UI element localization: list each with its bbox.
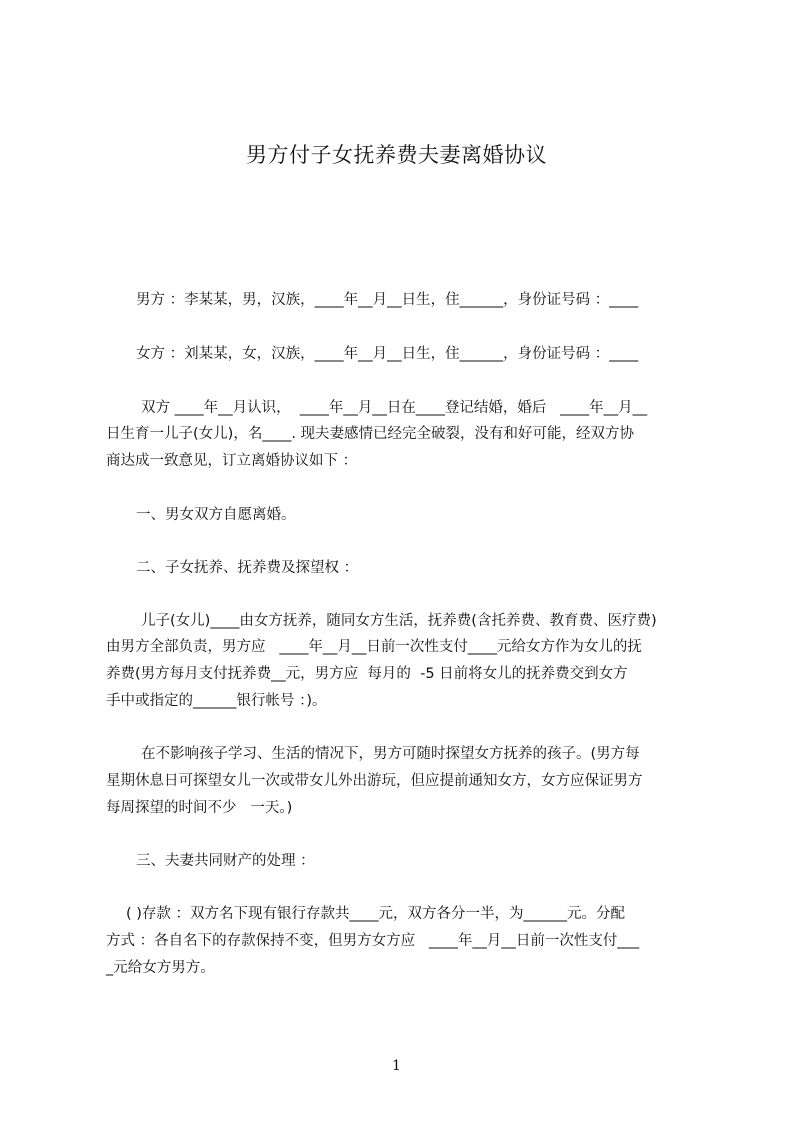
marriage-paragraph-line-2: 日生育一儿子(女儿)，名____. 现夫妻感情已经完全破裂，没有和好可能，经双方协 <box>106 426 635 442</box>
male-party-line: 男方 ：李某某，男，汉族，____年__月__日生，住______，身份证号码 ：____ <box>136 292 639 308</box>
section-two-heading: 二、子女抚养、抚养费及探望权 ： <box>136 560 359 576</box>
page-number: 1 <box>392 1058 401 1074</box>
child-support-line-1: 儿子(女儿)____由女方抚养，随同女方生活，抚养费(含托养费、教育费、医疗费) <box>141 613 657 629</box>
deposit-line-2: 方式 ：各自名下的存款保持不变，但男方女方应 ____年__月__日前一次性支付___ <box>106 933 640 949</box>
child-support-line-2: 由男方全部负责，男方应 ____年__月__日前一次性支付____元给女方作为女儿的抚 <box>106 639 642 655</box>
deposit-line-1: ( )存款 ：双方名下现有银行存款共____元，双方各分一半，为______元。分配 <box>126 906 626 922</box>
marriage-paragraph-line-3: 商达成一致意见，订立离婚协议如下 ： <box>106 453 358 469</box>
female-party-line: 女方 ：刘某某，女，汉族，____年__月__日生，住______，身份证号码 ：____ <box>136 346 639 362</box>
marriage-paragraph-line-1: 双方 ____年__月认识， ____年__月__日在____登记结婚，婚后 ____年__月__ <box>141 400 648 416</box>
visitation-line-2: 星期休息日可探望女儿一次或带女儿外出游玩，但应提前通知女方，女方应保证男方 <box>106 773 643 789</box>
deposit-line-3: _元给女方男方。 <box>106 960 215 976</box>
visitation-line-1: 在不影响孩子学习、生活的情况下，男方可随时探望女方抚养的孩子。(男方每 <box>141 746 640 762</box>
section-three-heading: 三、夫妻共同财产的处理 ： <box>136 853 315 869</box>
visitation-line-3: 每周探望的时间不少 一天。) <box>106 800 293 816</box>
child-support-line-3: 养费(男方每月支付抚养费__元，男方应 每月的 -5 日前将女儿的抚养费交到女方 <box>106 666 628 682</box>
document-title: 男方付子女抚养费夫妻离婚协议 <box>246 143 547 167</box>
section-one-heading: 一、男女双方自愿离婚。 <box>136 507 296 523</box>
child-support-line-4: 手中或指定的______银行帐号 ：)。 <box>106 693 327 709</box>
